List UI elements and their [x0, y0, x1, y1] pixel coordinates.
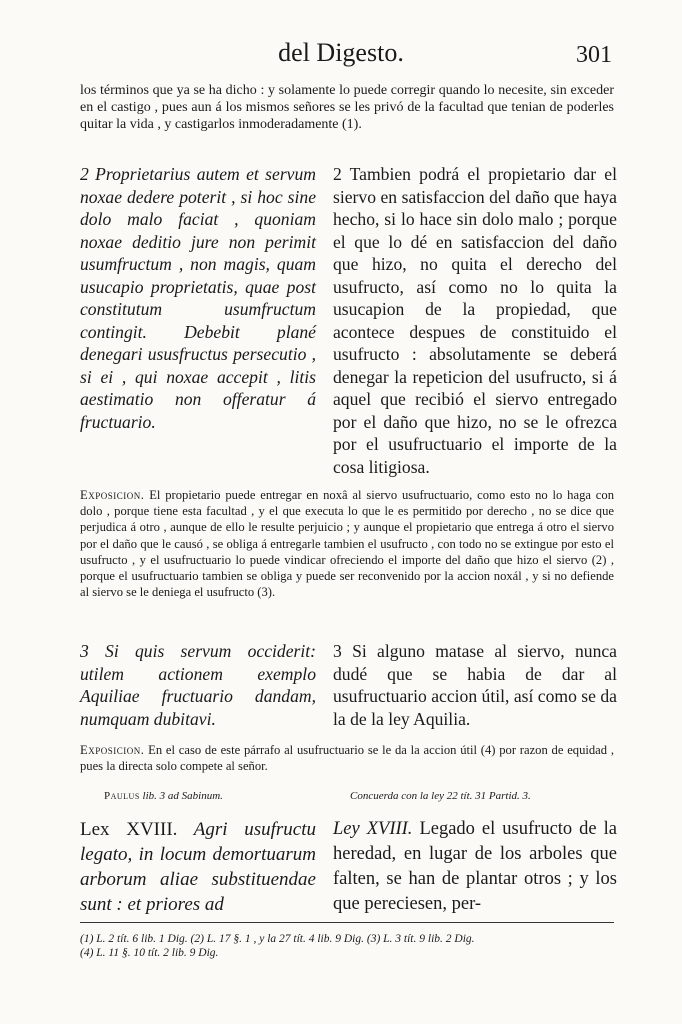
exposition-lead: Exposicion. [80, 743, 145, 757]
exposition-section-3 [80, 742, 614, 774]
spanish-text-section-2: 2 Tambien podrá el propietario dar el siervo en satisfaccion del daño que haya hecho, si lo hace sin dolo malo ; porque el que lo dé en satisfaccion del daño que hizo, no quita el derecho del usufructo, así como no lo quita la usucapion de la propiedad, que acontece despues de constituido el usufructo : absolutamente se deberá denegar la repeticion del usufructo, si á aquel que recibió el siervo entregado por el daño que hizo, no se le ofrezca por el usufructuario el importe de la cosa litigiosa. [333, 164, 617, 477]
exposition-text: En el caso de este párrafo al usufructuario se le da la accion útil (4) por razon de equidad , pues la directa solo compete al señor. [80, 743, 614, 774]
source-citation-right: Concuerda con la ley 22 tít. 31 Partid. 3. [350, 790, 531, 802]
footnote-line: (4) L. 11 §. 10 tít. 2 lib. 9 Dig. [80, 947, 219, 959]
spanish-text-ley-18 [333, 817, 617, 917]
exposition-section-2 [80, 487, 614, 600]
source-work: lib. 3 ad Sabinum. [139, 790, 223, 802]
footnote-line: (1) L. 2 tít. 6 lib. 1 Dig. (2) L. 17 §. 1 , y la 27 tít. 4 lib. 9 Dig. (3) L. 3 tít. 9 lib. 2 Dig. [80, 933, 475, 945]
footnote-divider [80, 922, 614, 923]
footnotes [80, 932, 620, 960]
page-header [0, 38, 682, 74]
exposition-text: El propietario puede entregar en noxâ al siervo usufructuario, como esto no lo haga con dolo , porque tiene esta facultad , y el que executa lo que le es permitido por derecho , no se dice que perjudica á otro , aunque de ello le resulte perjuicio ; y aunque el propietario que entrega á otro el siervo por el daño que le causó , se obliga á entregarle tambien el usufructo , con todo no se extingue por esto el usufructo , y el usufructuario lo puede vindicar ofreciendo el importe del daño que hizo el siervo (2) , porque el usufructuario tambien se obliga y puede ser reconvenido por la accion noxál , y si no defiende al siervo se le deniega el usufructo (3). [80, 488, 614, 600]
latin-text-section-2: 2 Proprietarius autem et servum noxae dedere poterit , si hoc sine dolo malo faciat , quoniam noxae deditio jure non perimit usumfructum , non magis, quam usucapio proprietatis, quae post constitutum usumfructum contingit. Debebit plané denegari ususfructus persecutio , si ei , qui noxae accepit , litis aestimatio non offeratur á fructuario. [80, 164, 316, 432]
page-number: 301 [576, 42, 612, 68]
ley-text: Legado el usufructo de la heredad, en lugar de los arboles que falten, se han de plantar otros ; y los que pereciesen, per- [333, 819, 617, 914]
latin-text-section-3: 3 Si quis servum occiderit: utilem actionem exemplo Aquiliae fructuario dandam, numquam dubitavi. [80, 641, 316, 729]
latin-text-lex-18 [80, 817, 316, 917]
intro-paragraph: los términos que ya se ha dicho : y solamente lo puede corregir quando lo necesite, sin exceder en el castigo , pues aun á los mismos señores se les privó de la facultad que tenian de poderles quitar la vida , y castigarlos inmoderadamente (1). [80, 83, 614, 132]
spanish-text-section-3: 3 Si alguno matase al siervo, nunca dudé que se habia de dar al usufructuario accion útil, así como se da la de la ley Aquilia. [333, 641, 617, 729]
running-title: del Digesto. [278, 38, 404, 67]
source-author: Paulus [104, 790, 140, 802]
lex-text: Agri usufructu legato, in locum demortuarum arborum aliae substituendae sunt : et priores ad [80, 819, 316, 915]
ley-heading: Ley XVIII. [333, 819, 413, 839]
source-citation-left [104, 790, 223, 802]
lex-heading: Lex XVIII. [80, 819, 178, 840]
exposition-lead: Exposicion. [80, 488, 145, 502]
